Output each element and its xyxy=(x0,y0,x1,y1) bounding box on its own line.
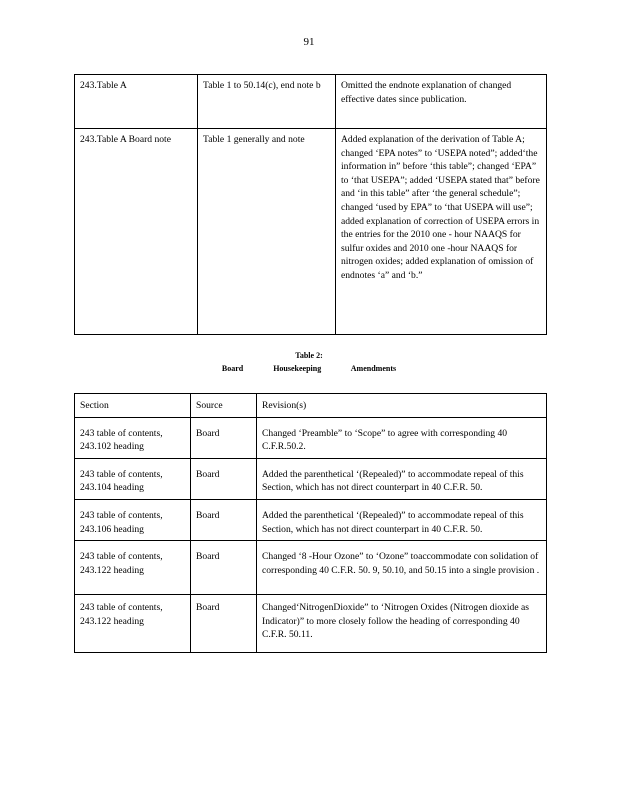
table-row xyxy=(75,595,547,653)
column-header-section: Section xyxy=(75,394,191,418)
revision-cell: Omitted the endnote explanation of changed effective dates since publication. xyxy=(336,75,547,129)
table-row xyxy=(75,129,547,335)
table-1-continued xyxy=(74,74,547,335)
revision-cell: Added explanation of the derivation of Table A; changed ‘EPA notes” to ‘USEPA noted”; added‘the information in” before ‘this table”; changed ‘EPA” to ‘that USEPA”; added ‘USEPA stated that” before and ‘in this table” after ‘the general schedule”; changed ‘used by EPA” to ‘that USEPA will use”; added explanation of correction of USEPA errors in the entries for the 2010 one - hour NAAQS for sulfur oxides and 2010 one -hour NAAQS for nitrogen oxides; added explanation of omission of endnotes ‘a” and ‘b.” xyxy=(336,129,547,335)
source-cell: Board xyxy=(191,595,257,653)
table-2-caption-number: Table 2: xyxy=(295,351,323,360)
source-cell: Board xyxy=(191,458,257,499)
section-cell: 243.Table A Board note xyxy=(75,129,198,335)
column-header-source: Source xyxy=(191,394,257,418)
source-cell: Board xyxy=(191,499,257,540)
column-header-revision: Revision(s) xyxy=(257,394,547,418)
section-cell: 243 table of contents, 243.122 heading xyxy=(75,541,191,595)
section-cell: 243 table of contents, 243.122 heading xyxy=(75,595,191,653)
source-cell: Board xyxy=(191,417,257,458)
table-row xyxy=(75,541,547,595)
table-2-caption-title: Board Housekeeping Amendments xyxy=(221,364,397,373)
revision-cell: Added the parenthetical ‘(Repealed)” to accommodate repeal of this Section, which has not direct counterpart in 40 C.F.R. 50. xyxy=(257,458,547,499)
page-number: 91 xyxy=(303,36,315,48)
revision-cell: Changed ‘Preamble” to ‘Scope” to agree with corresponding 40 C.F.R.50.2. xyxy=(257,417,547,458)
source-cell: Table 1 generally and note xyxy=(198,129,336,335)
section-cell: 243 table of contents, 243.104 heading xyxy=(75,458,191,499)
source-cell: Board xyxy=(191,541,257,595)
table-row xyxy=(75,499,547,540)
table-2-housekeeping-amendments xyxy=(74,393,547,653)
revision-cell: Changed‘NitrogenDioxide” to ‘Nitrogen Oxides (Nitrogen dioxide as Indicator)” to more closely follow the heading of corresponding 40 C.F.R. 50.11. xyxy=(257,595,547,653)
revision-cell: Added the parenthetical ‘(Repealed)” to accommodate repeal of this Section, which has not direct counterpart in 40 C.F.R. 50. xyxy=(257,499,547,540)
revision-cell: Changed ‘8 -Hour Ozone” to ‘Ozone” toaccommodate con solidation of corresponding 40 C.F.R. 50. 9, 50.10, and 50.15 into a single provision . xyxy=(257,541,547,595)
table-header-row xyxy=(75,394,547,418)
table-row xyxy=(75,75,547,129)
table-row xyxy=(75,458,547,499)
source-cell: Table 1 to 50.14(c), end note b xyxy=(198,75,336,129)
section-cell: 243 table of contents, 243.102 heading xyxy=(75,417,191,458)
table-row xyxy=(75,417,547,458)
section-cell: 243 table of contents, 243.106 heading xyxy=(75,499,191,540)
section-cell: 243.Table A xyxy=(75,75,198,129)
